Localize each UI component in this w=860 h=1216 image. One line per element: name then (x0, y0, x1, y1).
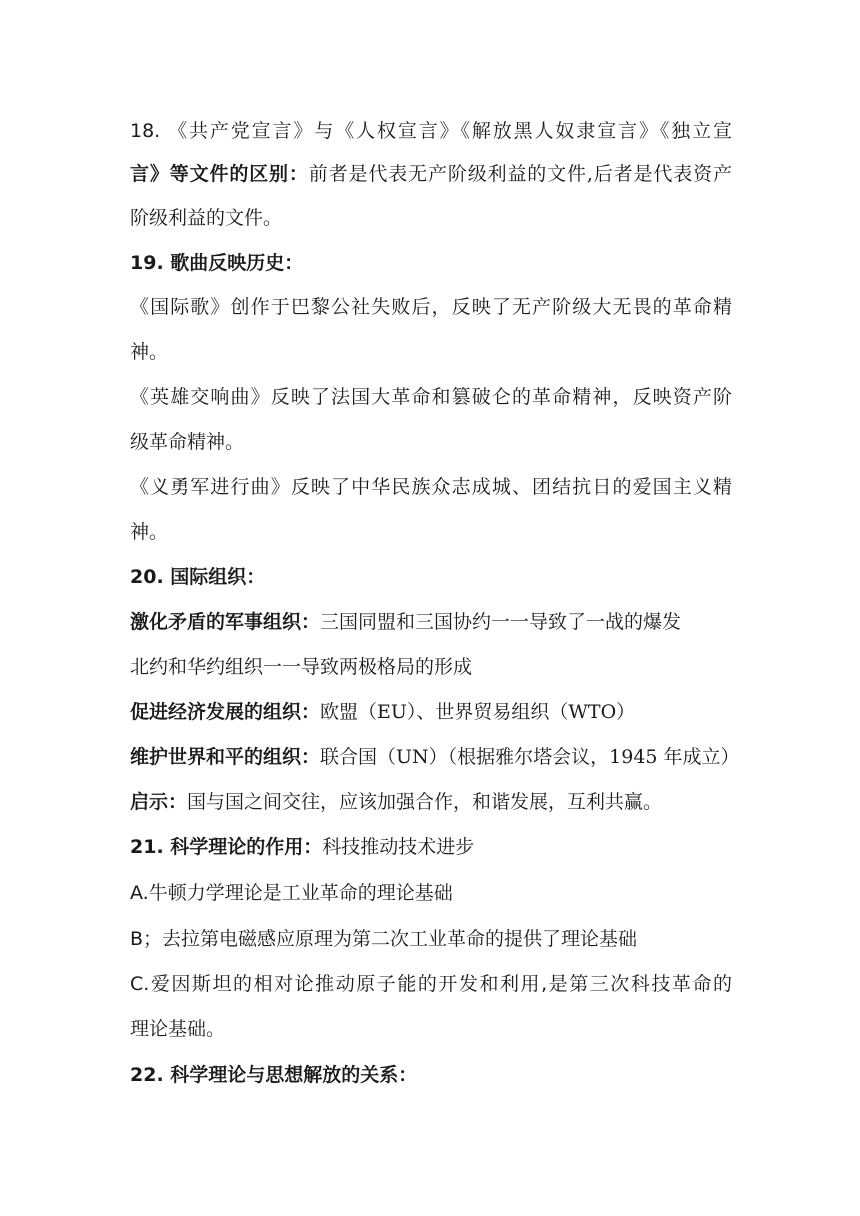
item-18-line-3: 阶级利益的文件。 (130, 207, 283, 229)
item-18-rest-text: 前者是代表无产阶级利益的文件,后者是代表资产 (308, 163, 732, 185)
item-19-line-1: 《国际歌》创作于巴黎公社失败后，反映了无产阶级大无畏的革命精 (130, 296, 732, 318)
item-21-line-3: C.爱因斯坦的相对论推动原子能的开发和利用,是第三次科技革命的 (130, 973, 732, 995)
insight-text: 国与国之间交往，应该加强合作，和谐发展，互利共赢。 (187, 791, 663, 813)
item-20-line-3 (130, 699, 732, 725)
item-19-heading: 19. 歌曲反映历史： (130, 252, 304, 274)
item-19-line-4: 级革命精神。 (130, 431, 245, 453)
economic-org-text: 欧盟（EU）、世界贸易组织（WTO） (320, 701, 636, 723)
item-21-line-1: A.牛顿力学理论是工业革命的理论基础 (130, 882, 453, 904)
item-19-line-5: 《义勇军进行曲》反映了中华民族众志成城、团结抗日的爱国主义精 (130, 476, 732, 498)
item-18-line-1: 18. 《共产党宣言》与《人权宣言》《解放黑人奴隶宣言》《独立宣 (130, 120, 732, 142)
peace-org-text: 联合国（UN）（根据雅尔塔会议，1945 年成立） (320, 746, 740, 768)
item-22-heading: 22. 科学理论与思想解放的关系： (130, 1064, 418, 1086)
insight-label: 启示： (130, 791, 188, 813)
economic-org-label: 促进经济发展的组织： (130, 701, 321, 723)
item-18-bold-text: 言》等文件的区别： (130, 163, 309, 185)
peace-org-label: 维护世界和平的组织： (130, 746, 321, 768)
item-19-line-6: 神。 (130, 521, 169, 543)
item-21-line-2: B；去拉第电磁感应原理为第二次工业革命的提供了理论基础 (130, 928, 638, 950)
item-19-line-2: 神。 (130, 341, 169, 363)
item-20-heading: 20. 国际组织： (130, 566, 266, 588)
item-21-heading-bold: 21. 科学理论的作用： (130, 836, 323, 858)
item-19-line-3: 《英雄交响曲》反映了法国大革命和篡破仑的革命精神，反映资产阶 (130, 386, 732, 408)
item-21-line-4: 理论基础。 (130, 1018, 226, 1040)
military-org-label: 激化矛盾的军事组织： (130, 611, 321, 633)
item-18-line-2 (130, 161, 732, 187)
item-20-line-4 (130, 744, 740, 770)
item-21-heading (130, 834, 732, 860)
item-21-heading-rest: 科技推动技术进步 (322, 836, 475, 858)
item-20-line-5 (130, 789, 732, 815)
military-org-text: 三国同盟和三国协约一一导致了一战的爆发 (320, 611, 682, 633)
item-20-line-1 (130, 609, 732, 635)
item-20-line-2: 北约和华约组织一一导致两极格局的形成 (130, 656, 473, 678)
